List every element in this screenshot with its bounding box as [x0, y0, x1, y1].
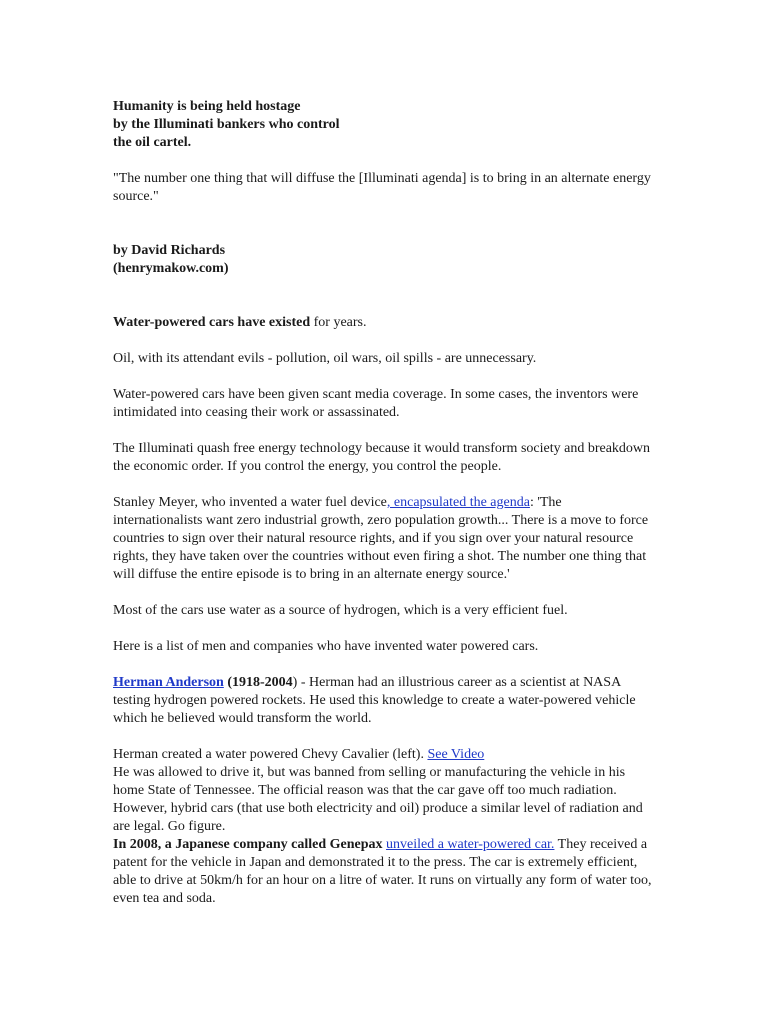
- paragraph-4: The Illuminati quash free energy technology because it would transform society and breakdown the economic order. If you control the energy, you control the people.: [113, 441, 651, 474]
- paragraph-1-lead: Water-powered cars have existed: [113, 315, 311, 330]
- pull-quote: "The number one thing that will diffuse the [Illuminati agenda] is to bring in an alternate energy source.": [113, 171, 651, 204]
- title-line-3: the oil cartel.: [113, 135, 192, 150]
- paragraph-10: [113, 836, 653, 908]
- title-line-2: by the Illuminati bankers who control: [113, 117, 340, 132]
- title-line-1: Humanity is being held hostage: [113, 99, 301, 114]
- paragraph-1-rest: for years.: [310, 315, 367, 330]
- paragraph-2: Oil, with its attendant evils - pollution, oil wars, oil spills - are unnecessary.: [113, 351, 537, 366]
- paragraph-9-continued: He was allowed to drive it, but was banned from selling or manufacturing the vehicle in his home State of Tennessee. The official reason was that the car gave off too much radiation. However, hybrid cars (that use both electricity and oil) produce a similar level of radiation and are legal. Go figure.: [113, 765, 643, 834]
- paragraph-8: [113, 674, 653, 728]
- paragraph-3: Water-powered cars have been given scant media coverage. In some cases, the inventors were intimidated into ceasing their work or assassinated.: [113, 387, 639, 420]
- encapsulated-agenda-link[interactable]: , encapsulated the agenda: [386, 495, 530, 510]
- byline-source: (henrymakow.com): [113, 261, 229, 276]
- paragraph-1: [113, 314, 653, 332]
- herman-anderson-link[interactable]: Herman Anderson: [113, 675, 224, 690]
- see-video-link[interactable]: See Video: [427, 747, 485, 762]
- paragraph-9: [113, 746, 653, 764]
- paragraph-10-rest: They received a patent for the vehicle in Japan and demonstrated it to the press. The car is extremely efficient, able to drive at 50km/h for an hour on a litre of water. It runs on virtually any form of water too, even tea and soda.: [113, 837, 652, 906]
- paragraph-6: Most of the cars use water as a source of hydrogen, which is a very efficient fuel.: [113, 603, 568, 618]
- paragraph-9-pre: Herman created a water powered Chevy Cavalier (left).: [113, 747, 428, 762]
- unveiled-car-link[interactable]: unveiled a water-powered car.: [386, 837, 555, 852]
- herman-anderson-years: (1918-2004: [223, 675, 293, 690]
- paragraph-5: [113, 494, 653, 584]
- byline: [113, 242, 653, 278]
- byline-author: by David Richards: [113, 243, 226, 258]
- paragraph-5-pre: Stanley Meyer, who invented a water fuel device: [113, 495, 387, 510]
- paragraph-8-rest: ) - Herman had an illustrious career as a scientist at NASA testing hydrogen powered rockets. He used this knowledge to create a water-powered vehicle which he believed would transform the world.: [113, 675, 636, 726]
- paragraph-5-post: : 'The internationalists want zero industrial growth, zero population growth... There is a move to force countries to sign over their natural resource rights, and if you sign over your natural resource rights, they have taken over the countries without even firing a shot. The number one thing that will diffuse the entire episode is to bring in an alternate energy source.': [113, 495, 649, 582]
- article-title: [113, 98, 653, 152]
- paragraph-7: Here is a list of men and companies who have invented water powered cars.: [113, 639, 539, 654]
- article: [113, 98, 653, 908]
- paragraph-10-lead: In 2008, a Japanese company called Genepax: [113, 837, 383, 852]
